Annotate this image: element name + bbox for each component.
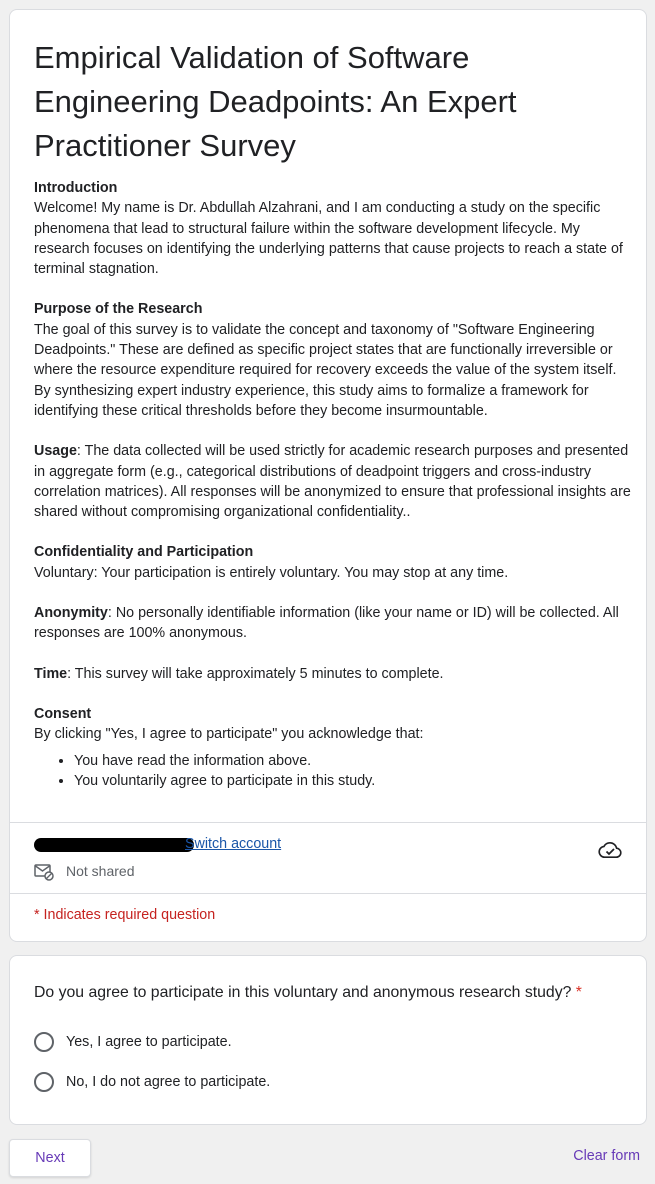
option-no-label: No, I do not agree to participate. [66, 1074, 271, 1090]
consent-list [34, 751, 634, 792]
usage-label: Usage [34, 443, 77, 460]
intro-heading: Introduction [34, 180, 118, 196]
purpose-text: The goal of this survey is to validate the concept and taxonomy of "Software Engineering Deadpoints." These are defined as specific project states that are functionally irreversible or where the resource expenditure required for recovery exceeds the value of the system itself. By synthesizing expert industry experience, this study aims to formalize a framework for identifying these critical thresholds before they become insurmountable. [34, 321, 617, 419]
time-label: Time [34, 665, 68, 682]
account-divider-top [10, 822, 646, 823]
radio-yes[interactable] [34, 1032, 54, 1052]
consent-text: By clicking "Yes, I agree to participate" you acknowledge that: [34, 726, 424, 743]
clear-form-button[interactable]: Clear form [573, 1148, 640, 1164]
required-asterisk: * [575, 984, 582, 1001]
usage-section [34, 441, 634, 522]
time-text: : This survey will take approximately 5 minutes to complete. [67, 665, 444, 682]
anonymity-label: Anonymity [34, 605, 108, 622]
mail-unshared-icon [34, 863, 54, 881]
question-text: Do you agree to participate in this voluntary and anonymous research study? [34, 984, 572, 1001]
consent-item: • You voluntarily agree to participate in this study. [74, 771, 634, 791]
form-description [34, 178, 634, 791]
intro-text: Welcome! My name is Dr. Abdullah Alzahrani, and I am conducting a study on the specific phenomena that lead to structural failure within the software development lifecycle. My research focuses on identifying the underlying patterns that cause projects to reach a state of terminal stagnation. [34, 200, 623, 278]
voluntary-text: Voluntary: Your participation is entirely voluntary. You may stop at any time. [34, 564, 509, 581]
consent-section [34, 704, 634, 745]
cloud-done-icon[interactable] [598, 838, 622, 862]
anonymity-section [34, 603, 634, 644]
required-note: * Indicates required question [34, 907, 216, 923]
shared-status-text: Not shared [66, 863, 135, 879]
form-title: Empirical Validation of Software Engineering Deadpoints: An Expert Practitioner Survey [34, 40, 517, 163]
question-card [9, 955, 647, 1125]
option-yes-label: Yes, I agree to participate. [66, 1034, 232, 1050]
account-row [34, 833, 624, 857]
purpose-heading: Purpose of the Research [34, 301, 203, 318]
time-section [34, 664, 634, 684]
purpose-section [34, 299, 634, 421]
radio-no[interactable] [34, 1072, 54, 1092]
next-button[interactable]: Next [9, 1139, 91, 1177]
consent-heading: Consent [34, 705, 92, 722]
confidentiality-heading: Confidentiality and Participation [34, 544, 254, 561]
redacted-email [34, 838, 194, 852]
anonymity-text: : No personally identifiable information (like your name or ID) will be collected. All responses are 100% anonymous. [34, 605, 619, 642]
confidentiality-section [34, 542, 634, 583]
question-title [34, 984, 582, 1002]
consent-item: • You have read the information above. [74, 751, 634, 771]
usage-text: : The data collected will be used strictly for academic research purposes and presented in aggregate form (e.g., categorical distributions of deadpoint triggers and cross-industry correlation matrices). All responses will be anonymized to ensure that professional insights are shared without compromising organizational confidentiality.. [34, 443, 631, 521]
form-header-card [9, 9, 647, 942]
switch-account-link[interactable]: Switch account [185, 836, 282, 852]
account-divider-bottom [10, 893, 646, 894]
intro-section [34, 178, 634, 279]
